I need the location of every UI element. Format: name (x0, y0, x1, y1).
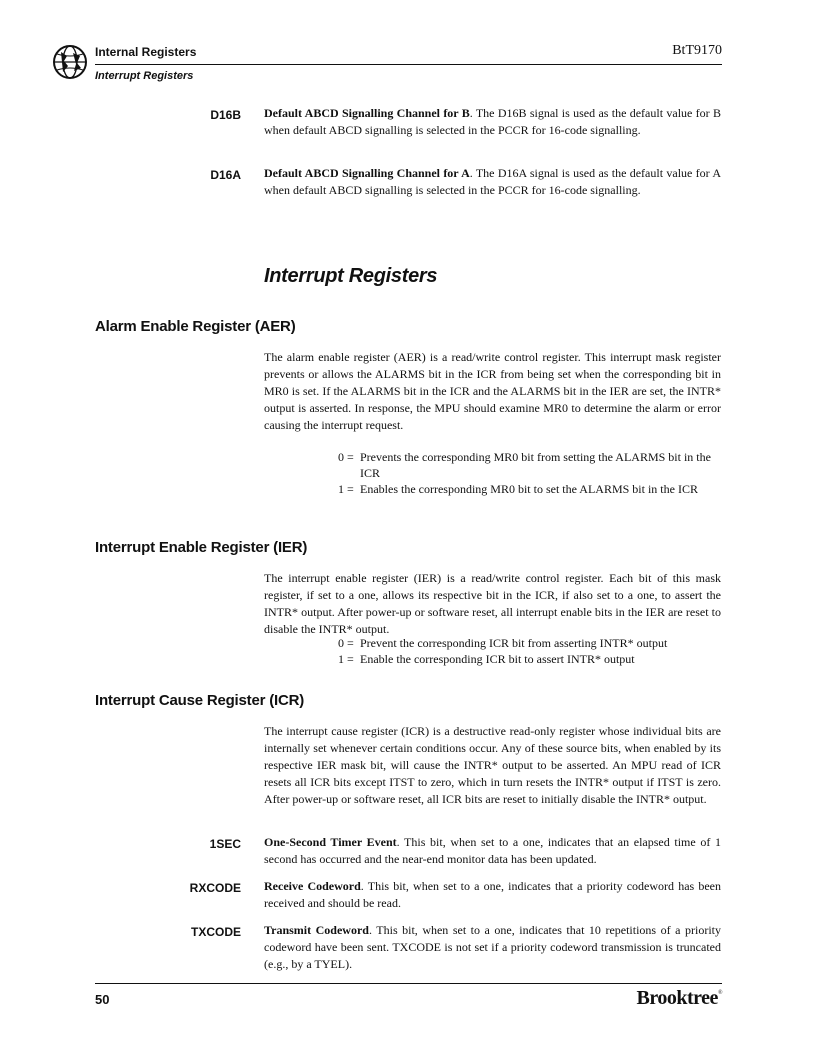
bit-list-ier (338, 636, 721, 668)
bit-item-aer-1 (338, 482, 721, 498)
term-1sec: 1SEC (209, 837, 241, 851)
paragraph-icr: The interrupt cause register (ICR) is a destructive read-only register whose individual bits are internally set whenever certain conditions occur. Any of these source bits, when enabled by its respective IER mask bit, will cause the INTR* output to be asserted. An MPU read of ICR resets all ICR bits except ITST to zero, which in turn resets the INTR* output if ITST is zero. After power-up or software reset, all ICR bits are reset to initially disable the INTR* output. (264, 724, 721, 807)
brand-registered-mark: ® (717, 990, 722, 996)
paragraph-ier: The interrupt enable register (IER) is a read/write control register. Each bit of this mask register, if set to a one, allows its respective bit in the ICR, if also set to a one, to assert the INTR* output. After power-up or software reset, all interrupt enable bits in the IER are reset to disable the INTR* output. (264, 571, 721, 637)
definition-rxcode (264, 878, 721, 912)
bit-key: 1 = (338, 481, 354, 496)
definition-rxcode-text: . This bit, when set to a one, indicates that a priority codeword has been received and should be read. (264, 879, 721, 911)
bit-item-ier-1 (338, 652, 721, 668)
definition-txcode-title: Transmit Codeword (264, 923, 369, 937)
bit-item-aer-0 (338, 450, 721, 482)
section-heading-ier: Interrupt Enable Register (IER) (95, 539, 308, 556)
bit-key: 0 = (338, 450, 354, 464)
footer-rule (95, 983, 722, 984)
definition-d16a-text: . The D16A signal is used as the default value for A when default ABCD signalling is selected in the PCCR for 16-code signalling. (264, 166, 721, 198)
bit-text: Enables the corresponding MR0 bit to set the ALARMS bit in the ICR (360, 481, 698, 496)
brand-logotype (637, 987, 722, 1010)
brand-name: Brooktree (636, 987, 718, 1009)
term-d16a: D16A (210, 168, 241, 182)
term-rxcode: RXCODE (189, 881, 241, 895)
bit-list-aer (338, 450, 721, 497)
bit-item-ier-0 (338, 636, 721, 652)
definition-d16b-text: . The D16B signal is used as the default value for B when default ABCD signalling is selected in the PCCR for 16-code signalling. (264, 106, 721, 138)
definition-1sec (264, 834, 721, 868)
paragraph-aer: The alarm enable register (AER) is a read/write control register. This interrupt mask register prevents or allows the ALARMS bit in the ICR from being set when the corresponding bit in MR0 is set. If the ALARMS bit in the ICR and the ALARMS bit in the IER are set, the INTR* output is asserted. In response, the MPU should examine MR0 to determine the alarm or error causing the interrupt request. (264, 350, 721, 433)
definition-1sec-text: . This bit, when set to a one, indicates that an elapsed time of 1 second has occurred and the near-end monitor data has been updated. (264, 835, 721, 867)
page-number: 50 (95, 992, 110, 1007)
running-header-section: Internal Registers (95, 45, 197, 59)
bit-key: 1 = (338, 651, 354, 666)
header-rule (95, 64, 722, 65)
term-d16b: D16B (210, 108, 241, 122)
definition-rxcode-title: Receive Codeword (264, 879, 361, 893)
running-header-subsection: Interrupt Registers (95, 70, 194, 82)
definition-txcode (264, 922, 721, 973)
section-heading-icr: Interrupt Cause Register (ICR) (95, 692, 305, 709)
bit-key: 0 = (338, 636, 354, 650)
definition-d16a-title: Default ABCD Signalling Channel for A (264, 166, 470, 180)
bit-text: Prevents the corresponding MR0 bit from setting the ALARMS bit in the ICR (360, 450, 711, 480)
definition-d16b (264, 105, 721, 139)
bit-text: Enable the corresponding ICR bit to assert INTR* output (360, 651, 635, 666)
term-txcode: TXCODE (190, 925, 241, 939)
definition-1sec-title: One-Second Timer Event (264, 835, 397, 849)
bit-text: Prevent the corresponding ICR bit from asserting INTR* output (360, 636, 668, 650)
definition-txcode-text: . This bit, when set to a one, indicates that 10 repetitions of a priority codeword have been sent. TXCODE is not set if a priority codeword transmission is truncated (e.g., by a TYEL). (264, 923, 721, 972)
definition-d16b-title: Default ABCD Signalling Channel for B (264, 106, 470, 120)
running-header-doc-id: BtT9170 (672, 43, 722, 58)
page-title: Interrupt Registers (264, 265, 438, 287)
definition-d16a (264, 165, 721, 199)
globe-logo-icon (52, 44, 88, 80)
section-heading-aer: Alarm Enable Register (AER) (95, 318, 296, 335)
